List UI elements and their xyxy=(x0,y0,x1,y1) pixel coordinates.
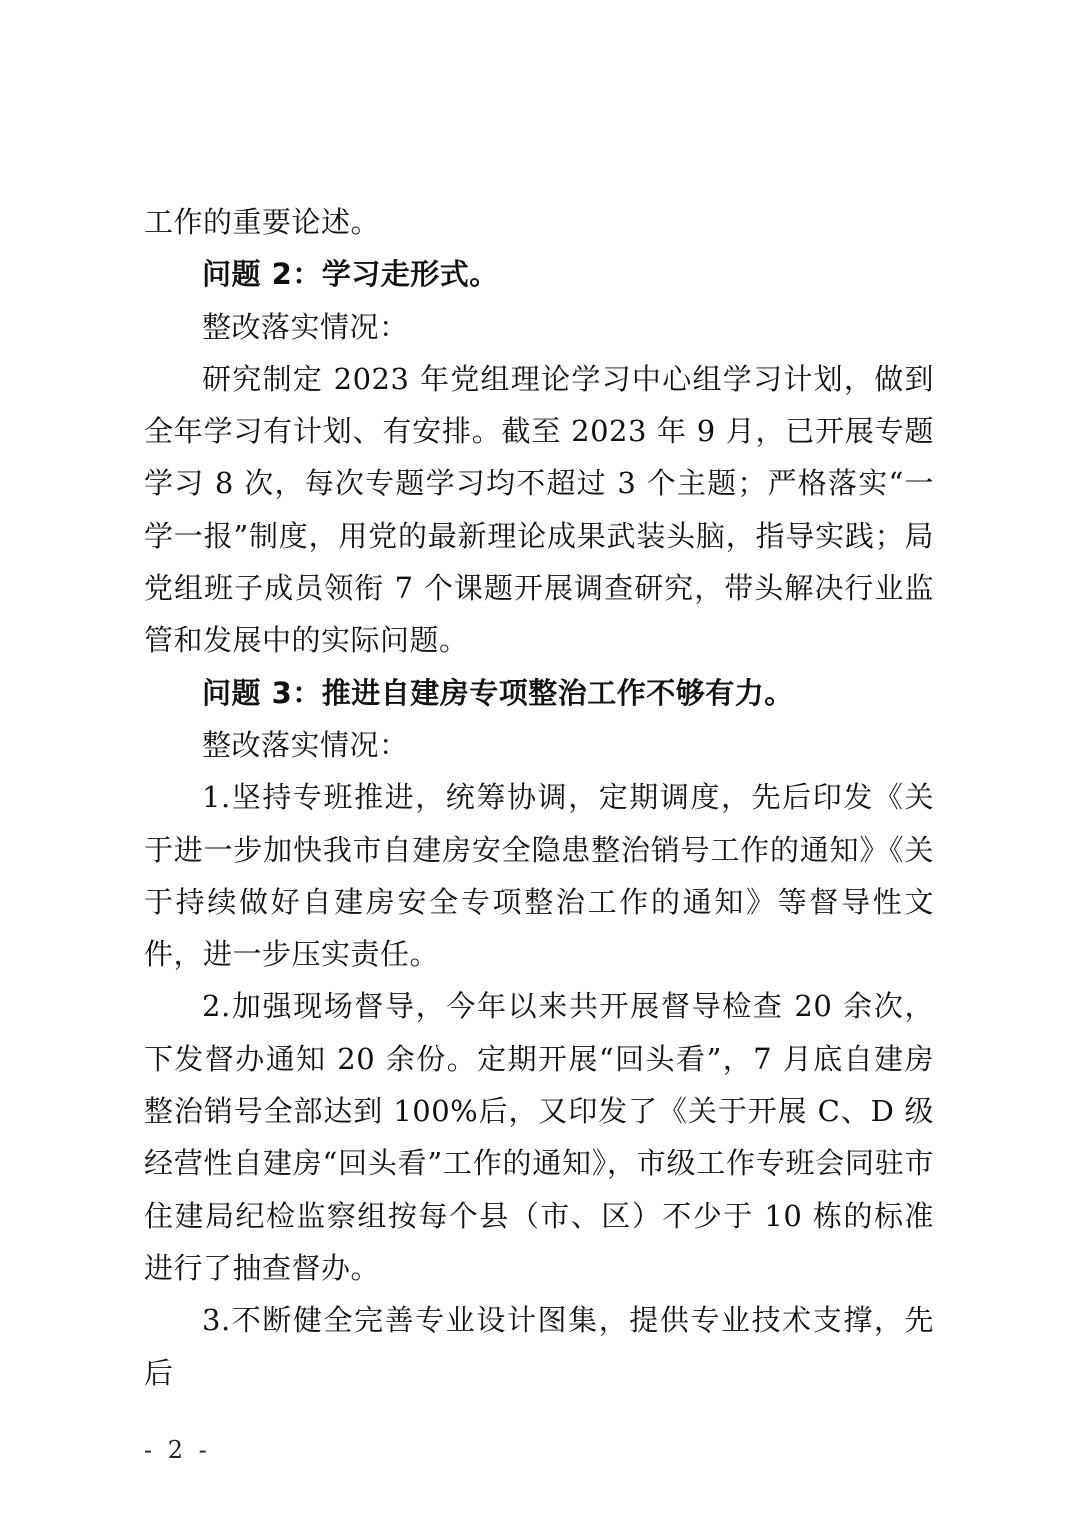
paragraph-rectification-label: 整改落实情况： xyxy=(202,309,409,344)
heading-issue-3: 问题 3：推进自建房专项整治工作不够有力。 xyxy=(202,675,794,710)
paragraph-rectification-label: 整改落实情况： xyxy=(202,727,409,762)
paragraph-item-2: 2.加强现场督导，今年以来共开展督导检查 20 余次，下发督办通知 20 余份。定期开展“回头看”，7 月底自建房整治销号全部达到 100%后，又印发了《关于开展 C、D 级经营性自建房“回头看”工作的通知》，市级工作专班会同驻市住建局纪检监察组按每个县（市、区）不少于 10 栋的标准进行了抽查督办。 xyxy=(144,989,934,1285)
paragraph-continuation: 工作的重要论述。 xyxy=(144,205,381,239)
document-body xyxy=(144,196,934,1399)
paragraph-item-3: 3.不断健全完善专业设计图集，提供专业技术支撑，先后 xyxy=(144,1303,934,1390)
heading-issue-2: 问题 2：学习走形式。 xyxy=(202,257,499,292)
page-number: - 2 - xyxy=(144,1436,211,1464)
paragraph-item-1: 1.坚持专班推进，统筹协调，定期调度，先后印发《关于进一步加快我市自建房安全隐患整治销号工作的通知》《关于持续做好自建房安全专项整治工作的通知》等督导性文件，进一步压实责任。 xyxy=(144,780,934,972)
paragraph-study-plan: 研究制定 2023 年党组理论学习中心组学习计划，做到全年学习有计划、有安排。截至 2023 年 9 月，已开展专题学习 8 次，每次专题学习均不超过 3 个主题；严格落实“一学一报”制度，用党的最新理论成果武装头脑，指导实践；局党组班子成员领衔 7 个课题开展调查研究，带头解决行业监管和发展中的实际问题。 xyxy=(144,361,934,658)
